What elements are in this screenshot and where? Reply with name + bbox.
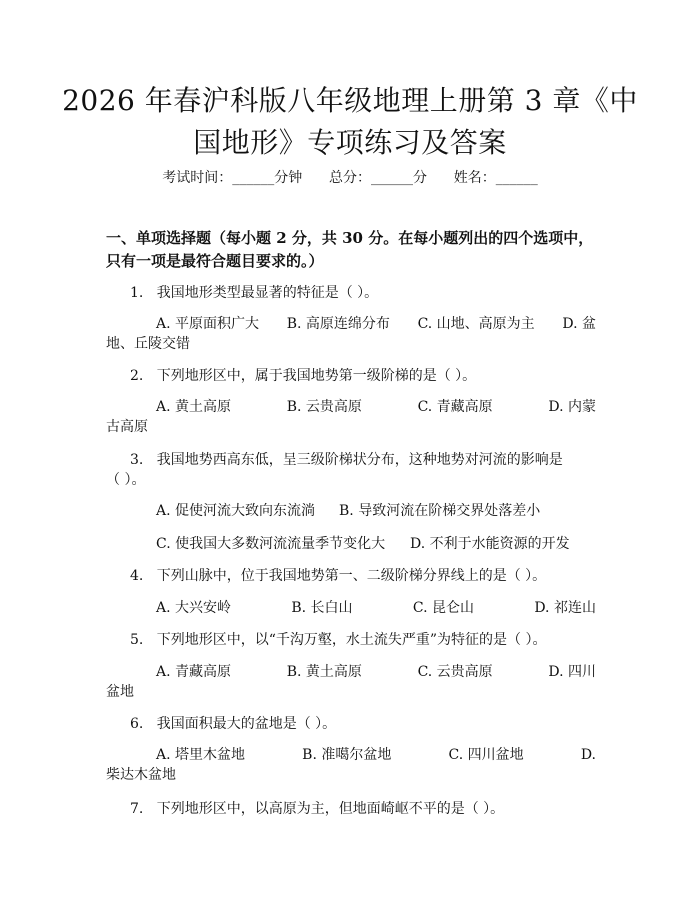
question-1 <box>106 283 596 303</box>
question-number: 2. <box>130 368 144 384</box>
option-d: D. 盆 <box>562 316 596 332</box>
question-7 <box>106 799 596 819</box>
option-b: B. 导致河流在阶梯交界处落差小 <box>339 503 541 519</box>
question-6-options <box>106 745 596 785</box>
student-name-label: 姓名：______ <box>453 170 538 186</box>
question-text: 我国地势西高东低，呈三级阶梯状分布，这种地势对河流的影响是 <box>156 452 563 468</box>
option-c: C. 青藏高原 <box>417 399 493 415</box>
question-number: 1. <box>130 285 144 301</box>
exam-time-label: 考试时间：______分钟 <box>162 170 303 186</box>
question-4 <box>106 566 596 586</box>
question-1-options <box>106 314 596 354</box>
question-3-options-row-1 <box>106 501 596 521</box>
option-d: D. 内蒙 <box>548 399 596 415</box>
question-number: 5. <box>130 632 144 648</box>
option-b: B. 长白山 <box>291 600 353 616</box>
question-number: 4. <box>130 568 144 584</box>
option-c: C. 使我国大多数河流流量季节变化大 <box>156 536 386 552</box>
option-a: A. 塔里木盆地 <box>156 747 246 763</box>
question-text: 下列地形区中，以“千沟万壑，水土流失严重”为特征的是（ ）。 <box>156 632 547 648</box>
question-3 <box>106 450 596 490</box>
option-d: D. 祁连山 <box>534 600 596 616</box>
option-continuation: 古高原 <box>106 419 148 435</box>
option-d: D. 不利于水能资源的开发 <box>410 536 570 552</box>
option-c: C. 山地、高原为主 <box>417 316 535 332</box>
option-c: C. 昆仑山 <box>412 600 474 616</box>
option-a: A. 黄土高原 <box>156 399 232 415</box>
option-c: C. 四川盆地 <box>448 747 524 763</box>
option-b: B. 准噶尔盆地 <box>302 747 392 763</box>
option-a: A. 大兴安岭 <box>156 600 232 616</box>
option-a: A. 青藏高原 <box>156 664 232 680</box>
option-a: A. 促使河流大致向东流淌 <box>156 503 316 519</box>
document-title: 2026 年春沪科版八年级地理上册第 3 章《中国地形》专项练习及答案 <box>62 84 638 159</box>
question-text: 我国地形类型最显著的特征是（ ）。 <box>156 285 379 301</box>
option-a: A. 平原面积广大 <box>156 316 260 332</box>
question-2-options <box>106 397 596 437</box>
option-continuation: 盆地 <box>106 684 134 700</box>
question-number: 3. <box>130 452 144 468</box>
question-text: 下列地形区中，属于我国地势第一级阶梯的是（ ）。 <box>156 368 477 384</box>
question-3-options-row-2 <box>106 534 596 554</box>
question-number: 7. <box>130 801 144 817</box>
option-b: B. 高原连绵分布 <box>286 316 390 332</box>
question-6 <box>106 714 596 734</box>
option-d: D. 四川 <box>548 664 596 680</box>
option-continuation: 地、丘陵交错 <box>106 336 190 352</box>
total-score-label: 总分：______分 <box>329 170 427 186</box>
option-c: C. 云贵高原 <box>417 664 493 680</box>
option-continuation: 柴达木盆地 <box>106 767 176 783</box>
exam-info-line <box>0 168 700 188</box>
question-5-options <box>106 662 596 702</box>
question-text: 下列地形区中，以高原为主，但地面崎岖不平的是（ ）。 <box>156 801 505 817</box>
question-2 <box>106 366 596 386</box>
question-text: 我国面积最大的盆地是（ ）。 <box>156 716 337 732</box>
question-4-options <box>106 598 596 618</box>
option-b: B. 黄土高原 <box>286 664 362 680</box>
question-text-continuation: （ ）。 <box>106 472 146 488</box>
question-number: 6. <box>130 716 144 732</box>
question-5 <box>106 630 596 650</box>
section-heading: 一、单项选择题（每小题 2 分，共 30 分。在每小题列出的四个选项中，只有一项是最符合题目要求的。） <box>106 229 594 270</box>
question-text: 下列山脉中，位于我国地势第一、二级阶梯分界线上的是（ ）。 <box>156 568 547 584</box>
option-b: B. 云贵高原 <box>286 399 362 415</box>
option-d: D. <box>580 747 596 763</box>
